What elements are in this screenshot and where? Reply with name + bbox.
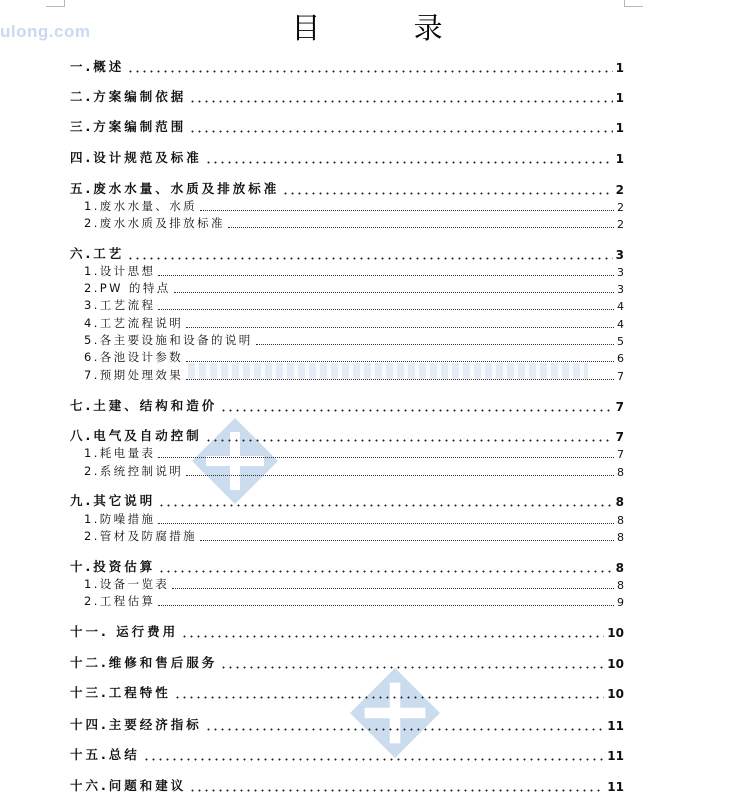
toc-leader-dots [186, 361, 614, 362]
toc-leader-dots [189, 789, 604, 792]
toc-entry[interactable] [70, 427, 624, 444]
toc-leader-dots [205, 728, 605, 731]
toc-entry[interactable] [70, 118, 624, 135]
toc-entry-label: 2.废水水质及排放标准 [84, 216, 225, 230]
toc-page-number: 1 [615, 91, 624, 105]
toc-leader-dots [158, 605, 614, 606]
toc-entry-label: 十二.维修和售后服务 [70, 655, 218, 670]
toc-page-number: 2 [617, 201, 624, 214]
toc-entry-label: 十一. 运行费用 [70, 624, 179, 639]
toc-page-number: 8 [617, 531, 624, 544]
toc-entry[interactable] [84, 279, 624, 296]
toc-entry[interactable] [84, 296, 624, 313]
toc-entry-label: 1.耗电量表 [84, 446, 156, 460]
toc-entry[interactable] [70, 558, 624, 575]
toc-leader-dots [220, 666, 604, 669]
toc-leader-dots [282, 192, 612, 195]
toc-leader-dots [158, 570, 612, 573]
toc-entry[interactable] [70, 777, 624, 794]
toc-entry[interactable] [70, 88, 624, 105]
toc-leader-dots [189, 100, 612, 103]
toc-entry-label: 2.系统控制说明 [84, 464, 184, 478]
toc-entry-label: 三.方案编制范围 [70, 119, 187, 134]
toc-entry[interactable] [84, 444, 624, 461]
toc-entry-label: 十四.主要经济指标 [70, 717, 202, 732]
toc-entry-label: 二.方案编制依据 [70, 89, 187, 104]
toc-entry-label: 十.投资估算 [70, 559, 156, 574]
toc-page-number: 7 [617, 448, 624, 461]
toc-leader-dots [158, 523, 614, 524]
toc-page-number: 10 [607, 657, 624, 671]
toc-entry-label: 1.设计思想 [84, 264, 156, 278]
toc-page-number: 10 [607, 626, 624, 640]
toc-entry-label: 一.概述 [70, 59, 125, 74]
toc-entry-label: 六.工艺 [70, 246, 125, 261]
toc-page-number: 10 [607, 687, 624, 701]
toc-entry-label: 5.各主要设施和设备的说明 [84, 333, 253, 347]
toc-entry-label: 2.工程估算 [84, 594, 156, 608]
toc-page-number: 2 [617, 218, 624, 231]
toc-leader-dots [174, 696, 605, 699]
toc-page-number: 11 [607, 719, 624, 733]
toc-entry[interactable] [70, 58, 624, 75]
toc-page-number: 5 [617, 335, 624, 348]
toc-entry[interactable] [70, 149, 624, 166]
toc-leader-dots [228, 227, 614, 228]
toc-entry[interactable] [70, 492, 624, 509]
toc-entry-label: 七.土建、结构和造价 [70, 398, 218, 413]
page-title: 目 录 [291, 11, 485, 45]
toc-entry-label: 1.防噪措施 [84, 512, 156, 526]
toc-leader-dots [158, 275, 614, 276]
toc-entry-label: 3.工艺流程 [84, 298, 156, 312]
toc-entry-label: 十三.工程特性 [70, 685, 171, 700]
toc-page-number: 1 [615, 152, 624, 166]
toc-entry[interactable] [84, 592, 624, 609]
toc-page-number: 2 [615, 183, 624, 197]
toc-page-number: 4 [617, 318, 624, 331]
toc-entry-label: 四.设计规范及标准 [70, 150, 202, 165]
toc-entry[interactable] [70, 397, 624, 414]
toc-entry[interactable] [70, 180, 624, 197]
toc-leader-dots [158, 457, 614, 458]
watermark-text: ulong.com [0, 22, 91, 41]
toc-leader-dots [127, 70, 612, 73]
toc-entry[interactable] [84, 331, 624, 348]
toc-leader-dots [172, 588, 614, 589]
toc-leader-dots [143, 758, 605, 761]
toc-entry-label: 八.电气及自动控制 [70, 428, 202, 443]
toc-leader-dots [158, 309, 614, 310]
toc-entry-label: 6.各池设计参数 [84, 350, 184, 364]
toc-leader-dots [127, 257, 612, 260]
toc-page-number: 8 [615, 495, 624, 509]
toc-leader-dots [174, 292, 614, 293]
toc-entry[interactable] [84, 197, 624, 214]
toc-leader-dots [186, 327, 614, 328]
toc-entry[interactable] [84, 314, 624, 331]
toc-page-number: 7 [615, 430, 624, 444]
toc-leader-dots [205, 439, 613, 442]
toc-entry[interactable] [70, 746, 624, 763]
toc-entry[interactable] [84, 510, 624, 527]
toc-entry-label: 2.PW 的特点 [84, 281, 171, 295]
toc-page-number: 11 [607, 780, 624, 794]
toc-entry[interactable] [84, 462, 624, 479]
toc-page-number: 8 [617, 466, 624, 479]
toc-leader-dots [158, 504, 612, 507]
toc-entry[interactable] [84, 262, 624, 279]
toc-page-number: 1 [615, 61, 624, 75]
toc-entry-label: 2.管材及防腐措施 [84, 529, 198, 543]
toc-leader-dots [181, 635, 604, 638]
toc-page-number: 9 [617, 596, 624, 609]
toc-page-number: 3 [617, 266, 624, 279]
toc-page-number: 3 [615, 248, 624, 262]
toc-leader-dots [256, 344, 614, 345]
toc-page-number: 3 [617, 283, 624, 296]
toc-leader-dots [220, 409, 612, 412]
toc-page-number: 7 [615, 400, 624, 414]
toc-page-number: 1 [615, 121, 624, 135]
toc-entry[interactable] [84, 575, 624, 592]
toc-entry-label: 7.预期处理效果 [84, 368, 184, 382]
toc-page-number: 8 [617, 579, 624, 592]
toc-entry[interactable] [84, 527, 624, 544]
toc-entry[interactable] [70, 654, 624, 671]
toc-entry-label: 十五.总结 [70, 747, 140, 762]
toc-entry-label: 五.废水水量、水质及排放标准 [70, 181, 280, 196]
toc-page-number: 6 [617, 352, 624, 365]
toc-entry[interactable] [70, 245, 624, 262]
toc-entry-label: 十六.问题和建议 [70, 778, 187, 793]
toc-entry[interactable] [84, 366, 624, 383]
toc-entry-label: 1.废水水量、水质 [84, 199, 198, 213]
toc-entry-label: 4.工艺流程说明 [84, 316, 184, 330]
toc-entry-label: 1.设备一览表 [84, 577, 170, 591]
toc-entry-label: 九.其它说明 [70, 493, 156, 508]
toc-page-number: 4 [617, 300, 624, 313]
toc-leader-dots [200, 210, 614, 211]
toc-leader-dots [186, 475, 614, 476]
toc-entry[interactable] [70, 623, 624, 640]
toc-entry[interactable] [70, 684, 624, 701]
toc-leader-dots [189, 130, 612, 133]
toc-page-number: 8 [617, 514, 624, 527]
toc-page-number: 8 [615, 561, 624, 575]
toc-entry[interactable] [84, 214, 624, 231]
toc-entry[interactable] [84, 348, 624, 365]
toc-leader-dots [200, 540, 614, 541]
toc-leader-dots [186, 379, 614, 380]
toc-leader-dots [205, 161, 613, 164]
toc-entry[interactable] [70, 716, 624, 733]
toc-page-number: 7 [617, 370, 624, 383]
watermark-logo-icon [350, 668, 440, 758]
toc-page-number: 11 [607, 749, 624, 763]
